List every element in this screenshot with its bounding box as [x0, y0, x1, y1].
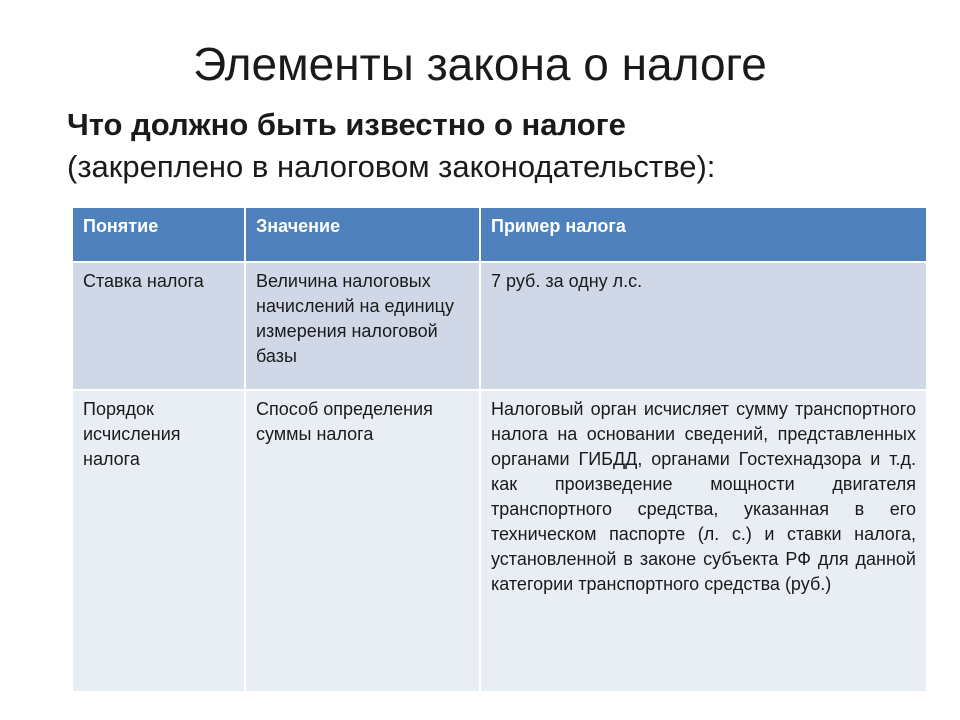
cell-example: 7 руб. за одну л.с. [480, 262, 926, 390]
cell-meaning: Способ определения суммы налога [245, 390, 480, 691]
subtitle-bold: Что должно быть известно о налоге [67, 107, 626, 142]
tax-elements-table [73, 208, 926, 691]
cell-example: Налоговый орган исчисляет сумму транспортного налога на основании сведений, представленных органами ГИБДД, органами Гостехнадзора и т.д. как произведение мощности двигателя транспортного средства, указанная в его техническом паспорте (л. с.) и ставки налога, установленной в законе субъекта РФ для данной категории транспортного средства (руб.) [480, 390, 926, 691]
cell-concept: Порядок исчисления налога [73, 390, 245, 691]
table-row [73, 390, 926, 691]
subtitle-rest: (закреплено в налоговом законодательстве): [67, 149, 716, 184]
cell-meaning: Величина налоговых начислений на единицу измерения налоговой базы [245, 262, 480, 390]
slide-title: Элементы закона о налоге [193, 38, 767, 90]
table-header-row [73, 208, 926, 262]
header-concept: Понятие [73, 208, 245, 262]
cell-concept: Ставка налога [73, 262, 245, 390]
table-row [73, 262, 926, 390]
subtitle [67, 104, 937, 188]
header-example: Пример налога [480, 208, 926, 262]
header-meaning: Значение [245, 208, 480, 262]
